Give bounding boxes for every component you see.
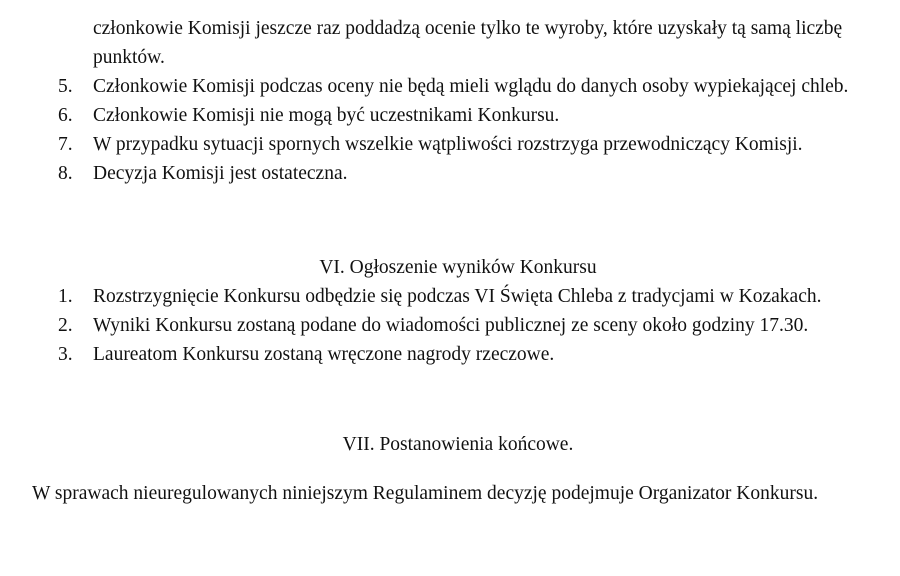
list-item-text: Rozstrzygnięcie Konkursu odbędzie się podczas VI Święta Chleba z tradycjami w Kozakach. — [93, 286, 822, 307]
list-item — [0, 311, 863, 340]
closing-paragraph: W sprawach nieuregulowanych niniejszym Regulaminem decyzję podejmuje Organizator Konkursu. — [32, 483, 819, 504]
results-announcement-list — [0, 282, 900, 369]
list-item — [0, 340, 863, 369]
list-item-text: Członkowie Komisji nie mogą być uczestnikami Konkursu. — [93, 105, 560, 126]
list-item-number: 5. — [58, 76, 73, 97]
list-item-text: Decyzja Komisji jest ostateczna. — [93, 163, 348, 184]
section-heading-results: VI. Ogłoszenie wyników Konkursu — [319, 257, 597, 278]
list-item-text: W przypadku sytuacji spornych wszelkie wątpliwości rozstrzyga przewodniczący Komisji. — [93, 134, 803, 155]
committee-rules-list — [0, 72, 900, 188]
continuation-paragraph: członkowie Komisji jeszcze raz poddadzą ocenie tylko te wyroby, które uzyskały tą samą liczbę punktów. — [93, 18, 843, 68]
list-item-number: 8. — [58, 163, 73, 184]
list-item-number: 3. — [58, 344, 73, 365]
list-item-number: 1. — [58, 286, 73, 307]
list-item-text: Członkowie Komisji podczas oceny nie będą mieli wglądu do danych osoby wypiekającej chleb. — [93, 76, 849, 97]
list-item-text: Laureatom Konkursu zostaną wręczone nagrody rzeczowe. — [93, 344, 555, 365]
list-item — [0, 101, 863, 130]
list-item — [0, 130, 863, 159]
list-item-number: 6. — [58, 105, 73, 126]
list-item-number: 7. — [58, 134, 73, 155]
list-item-number: 2. — [58, 315, 73, 336]
section-heading-final-provisions: VII. Postanowienia końcowe. — [342, 434, 574, 455]
list-item-text: Wyniki Konkursu zostaną podane do wiadomości publicznej ze sceny około godziny 17.30. — [93, 315, 809, 336]
list-item — [0, 159, 863, 188]
list-item — [0, 72, 863, 101]
list-item — [0, 282, 863, 311]
